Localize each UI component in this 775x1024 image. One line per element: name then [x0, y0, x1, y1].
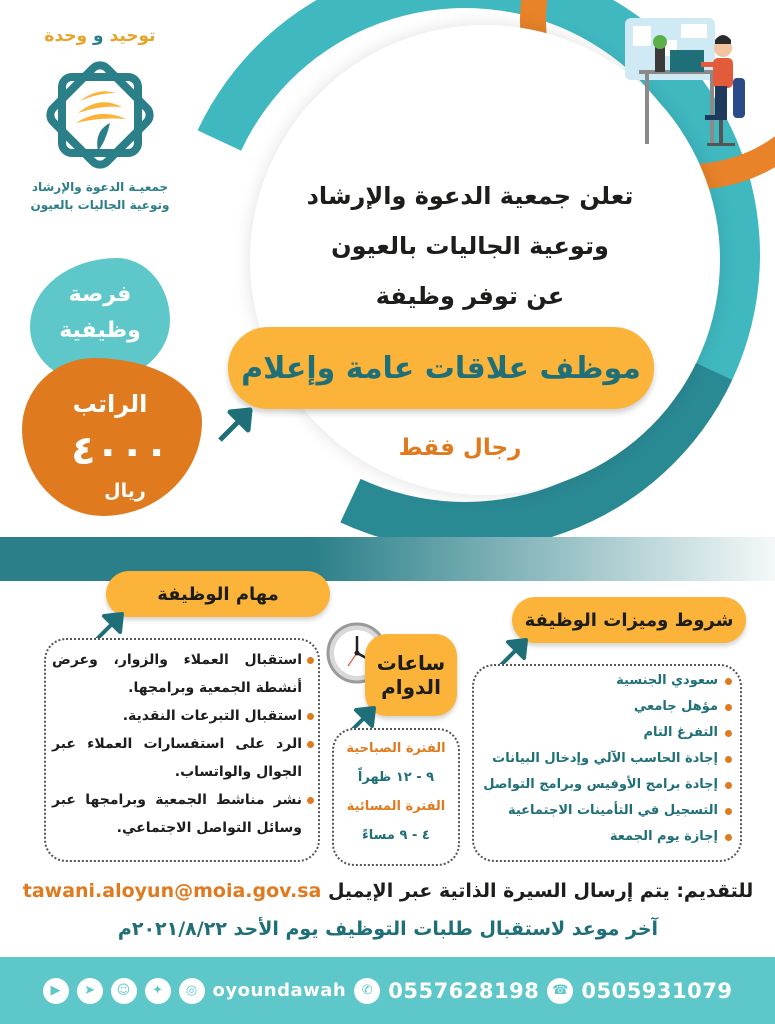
organization-logo-icon [40, 55, 160, 175]
office-worker-illustration [615, 10, 755, 155]
whatsapp-icon[interactable]: ✆ [354, 978, 380, 1004]
opportunity-badge-line-2: وظيفية [59, 318, 141, 343]
salary-amount: ٤٠٠٠ [71, 428, 169, 474]
task-item: استقبال العملاء والزوار، وعرض أنشطة الجمعية وبرامجها. [52, 646, 314, 702]
snapchat-icon[interactable]: ☺ [111, 978, 137, 1004]
phone-number[interactable]: 0505931079 [581, 978, 733, 1003]
requirements-list [480, 668, 732, 850]
brand-word-2: وحدة [44, 26, 88, 46]
telegram-icon[interactable]: ➤ [77, 978, 103, 1004]
social-handle[interactable]: oyoundawah [212, 980, 347, 1001]
gender-requirement: رجال فقط [398, 435, 522, 461]
job-title: موظف علاقات عامة وإعلام [241, 350, 641, 386]
hours-title-pill [365, 634, 457, 716]
brand-word-1: توحيد [109, 26, 156, 46]
task-item: الرد على استفسارات العملاء عبر الجوال والواتساب. [52, 730, 314, 786]
application-deadline: آخر موعد لاستقبال طلبات التوظيف يوم الأحد ٢٠٢١/٨/٢٢م [117, 918, 659, 940]
announcement-line-2: وتوعية الجاليات بالعيون [331, 232, 609, 260]
requirement-item: التسجيل في التأمينات الاجتماعية [480, 798, 732, 824]
brand-conj: و [93, 26, 104, 46]
whatsapp-number[interactable]: 0557628198 [388, 978, 540, 1003]
job-title-pill [228, 327, 654, 409]
org-name-line-2: وتوعية الجاليات بالعيون [30, 198, 170, 212]
instagram-icon[interactable]: ◎ [179, 978, 205, 1004]
apply-text: للتقديم: يتم إرسال السيرة الذاتية عبر الإيميل [327, 880, 754, 902]
apply-instructions [8, 880, 768, 902]
salary-currency: ريال [104, 480, 146, 502]
tasks-title-pill [106, 571, 330, 617]
announcement-line-1: تعلن جمعية الدعوة والإرشاد [306, 182, 634, 210]
tasks-title: مهام الوظيفة [157, 583, 279, 605]
salary-label: الراتب [72, 390, 148, 418]
requirement-item: إجازة يوم الجمعة [480, 824, 732, 850]
hours-title-line-1: ساعات [376, 651, 446, 675]
org-name-line-1: جمعيـة الدعوة والإرشاد [31, 180, 169, 194]
tasks-list [52, 646, 314, 842]
task-item: نشر مناشط الجمعية وبرامجها عبر وسائل التواصل الاجتماعي. [52, 786, 314, 842]
hours-title-line-2: الدوام [381, 675, 441, 699]
apply-email-link[interactable]: tawani.aloyun@moia.gov.sa [22, 880, 322, 902]
twitter-icon[interactable]: ✦ [145, 978, 171, 1004]
pointer-arrow-icon [216, 404, 256, 444]
requirement-item: إجادة الحاسب الآلي وإدخال البيانات [480, 746, 732, 772]
requirement-item: إجادة برامج الأوفيس وبرامج التواصل [480, 772, 732, 798]
hours-details [334, 734, 458, 850]
youtube-icon[interactable]: ▶ [43, 978, 69, 1004]
requirements-title-pill [512, 597, 746, 643]
evening-shift-label: الفترة المسائية [346, 799, 446, 814]
phone-icon[interactable]: ☎ [547, 978, 573, 1004]
contact-footer [0, 957, 775, 1024]
morning-shift-label: الفترة الصباحية [346, 741, 446, 756]
brand-slogan [30, 26, 170, 46]
announcement-line-3: عن توفر وظيفة [375, 282, 565, 310]
requirement-item: التفرغ التام [480, 720, 732, 746]
requirement-item: مؤهل جامعي [480, 694, 732, 720]
task-item: استقبال التبرعات النقدية. [52, 702, 314, 730]
requirement-item: سعودي الجنسية [480, 668, 732, 694]
requirements-title: شروط وميزات الوظيفة [524, 609, 734, 631]
opportunity-badge-line-1: فرصة [68, 282, 132, 307]
evening-shift-time: ٤ - ٩ مساءً [362, 828, 430, 843]
morning-shift-time: ٩ - ١٢ ظهراً [357, 770, 435, 785]
